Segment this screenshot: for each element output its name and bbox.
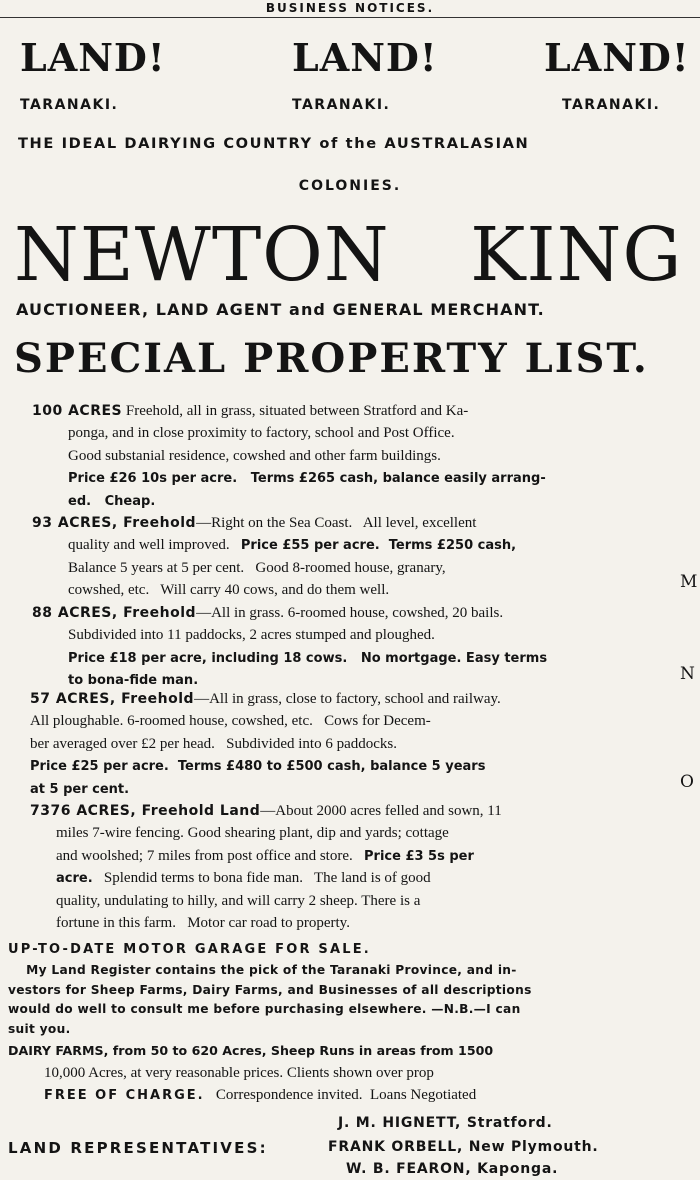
dairy-line1: DAIRY FARMS, from 50 to 620 Acres, Sheep Runs in areas from 1500 (8, 1043, 494, 1058)
listing-text: All ploughable. 6-roomed house, cowshed, etc. Cows for Decem- (30, 713, 431, 730)
listing-line (32, 624, 547, 646)
taranaki-left: TARANAKI. (20, 97, 119, 113)
listing-text: and woolshed; 7 miles from post office and store. (56, 847, 364, 864)
listing-text: —Right on the Sea Coast. All level, excellent (196, 515, 477, 531)
listing-heading: 100 ACRES (32, 403, 123, 419)
listing-text: Subdivided into 11 paddocks, 2 acres stumped and ploughed. (68, 627, 435, 644)
listing-line (32, 512, 516, 534)
listing-price-terms: ed. Cheap. (68, 493, 156, 509)
listing-text: ponga, and in close proximity to factory, school and Post Office. (68, 425, 455, 442)
advertiser-name: NEWTON KING (14, 212, 683, 298)
listing-text: —About 2000 acres felled and sown, 11 (260, 803, 502, 819)
section-header: BUSINESS NOTICES. (0, 0, 700, 18)
listing-text: Balance 5 years at 5 per cent. Good 8-roomed house, granary, (68, 559, 446, 576)
listing-heading: 93 ACRES, Freehold (32, 515, 197, 531)
listing-price-terms: Price £55 per acre. Terms £250 cash, (240, 538, 517, 554)
dairy-line3-rest: Correspondence invited. Loans Negotiated (204, 1087, 477, 1103)
free-of-charge: FREE OF CHARGE. (44, 1088, 205, 1103)
listing-text: ber averaged over £2 per head. Subdivided into 6 paddocks. (30, 735, 397, 752)
listing-line (32, 579, 516, 601)
listing-heading: 88 ACRES, Freehold (32, 605, 197, 621)
tagline-line1: THE IDEAL DAIRYING COUNTRY of the AUSTRALASIAN (18, 135, 530, 152)
taranaki-right: TARANAKI. (562, 97, 661, 113)
listing-line (32, 467, 546, 489)
listing-100-acres (32, 400, 546, 512)
dairy-farms-notice (8, 1040, 698, 1107)
listing-text: Freehold, all in grass, situated between Stratford and Ka- (122, 403, 469, 419)
listing-price-terms: Price £26 10s per acre. Terms £265 cash, balance easily arrang- (68, 471, 546, 487)
listing-line (30, 890, 502, 912)
listing-line (30, 755, 501, 777)
listing-price-terms: at 5 per cent. (30, 781, 130, 797)
dairy-line3 (8, 1084, 698, 1107)
listing-line (32, 557, 516, 579)
margin-letter-n: N (680, 664, 695, 684)
listing-7376-acres (30, 800, 502, 934)
listing-line (32, 422, 546, 444)
dairy-line2: 10,000 Acres, at very reasonable prices. Clients shown over prop (44, 1065, 434, 1081)
register-line: vestors for Sheep Farms, Dairy Farms, and Businesses of all descriptions (8, 982, 532, 997)
listing-text: quality, undulating to hilly, and will carry 2 sheep. There is a (56, 892, 421, 909)
listing-line (32, 445, 546, 467)
listing-text: miles 7-wire fencing. Good shearing plant, dip and yards; cottage (56, 825, 449, 842)
listing-line (30, 733, 501, 755)
listing-line (30, 912, 502, 934)
listing-line (30, 800, 502, 822)
listing-line (32, 400, 546, 422)
listing-line (32, 490, 546, 512)
margin-letter-o: O (680, 772, 694, 792)
listing-line (30, 867, 502, 889)
listing-line (32, 534, 516, 556)
tagline-line2: COLONIES. (298, 178, 402, 194)
listing-text: —All in grass, close to factory, school and railway. (194, 691, 501, 707)
listing-88-acres (32, 602, 547, 692)
register-line: suit you. (8, 1021, 71, 1036)
listing-price-terms: Price £3 5s per (364, 848, 474, 864)
listing-text: Good substanial residence, cowshed and other farm buildings. (68, 447, 441, 464)
land-heading-left: LAND! (20, 35, 166, 80)
listing-text: cowshed, etc. Will carry 40 cows, and do them well. (68, 582, 390, 599)
list-title: SPECIAL PROPERTY LIST. (14, 335, 649, 382)
land-heading-center: LAND! (292, 35, 438, 80)
listing-text: —All in grass. 6-roomed house, cowshed, 20 bails. (196, 605, 504, 621)
representative-new-plymouth: FRANK ORBELL, New Plymouth. (328, 1139, 599, 1155)
listing-price-terms: Price £25 per acre. Terms £480 to £500 cash, balance 5 years (30, 759, 486, 775)
listing-line (30, 845, 502, 867)
representative-stratford: J. M. HIGNETT, Stratford. (338, 1115, 553, 1131)
listing-line (32, 602, 547, 624)
listing-line (32, 647, 547, 669)
listing-heading: 57 ACRES, Freehold (30, 691, 195, 707)
register-line: My Land Register contains the pick of the Taranaki Province, and in- (8, 963, 517, 977)
listing-57-acres (30, 688, 501, 800)
garage-notice: UP-TO-DATE MOTOR GARAGE FOR SALE. (8, 942, 371, 957)
listing-price-terms: Price £18 per acre, including 18 cows. No mortgage. Easy terms (68, 650, 548, 666)
listing-text: fortune in this farm. Motor car road to property. (56, 914, 350, 931)
register-line: would do well to consult me before purchasing elsewhere. —N.B.—I can (8, 1002, 521, 1016)
listing-line (30, 778, 501, 800)
land-register-notice (8, 960, 698, 1038)
listing-price-terms: acre. (56, 871, 93, 887)
representative-kaponga: W. B. FEARON, Kaponga. (346, 1161, 559, 1177)
listing-text: Splendid terms to bona fide man. The land is of good (92, 870, 431, 887)
representatives-label: LAND REPRESENTATIVES: (8, 1139, 268, 1157)
advertiser-profession: AUCTIONEER, LAND AGENT and GENERAL MERCHANT. (16, 300, 545, 319)
listing-heading: 7376 ACRES, Freehold Land (30, 803, 261, 819)
listing-text: quality and well improved. (68, 537, 241, 554)
listing-line (30, 688, 501, 710)
listing-price-terms: to bona-fide man. (68, 673, 199, 689)
margin-letter-m: M (680, 572, 698, 592)
taranaki-center: TARANAKI. (292, 97, 391, 113)
land-heading-right: LAND! (544, 35, 690, 80)
listing-line (30, 710, 501, 732)
listing-93-acres (32, 512, 516, 602)
listing-line (30, 822, 502, 844)
